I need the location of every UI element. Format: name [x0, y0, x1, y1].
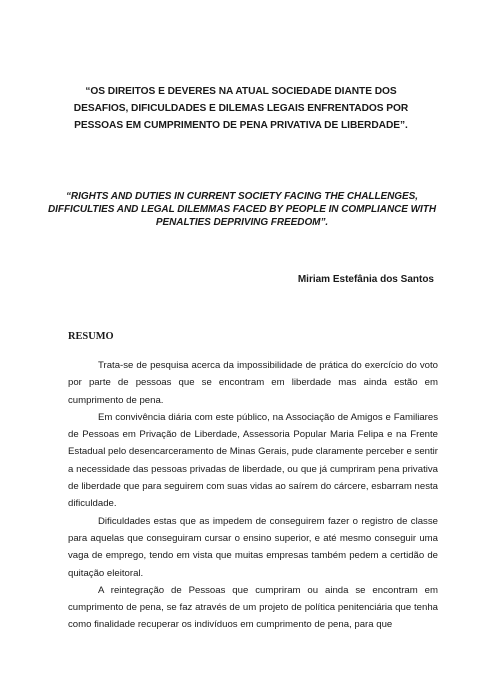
title-portuguese: “OS DIREITOS E DEVERES NA ATUAL SOCIEDADE DIANTE DOS DESAFIOS, DIFICULDADES E DILEMAS LEGAIS ENFRENTADOS POR PESSOAS EM CUMPRIMENTO DE PENA PRIVATIVA DE LIBERDADE”. [73, 86, 409, 131]
title-english: “RIGHTS AND DUTIES IN CURRENT SOCIETY FACING THE CHALLENGES, DIFFICULTIES AND LEGAL DILEMMAS FACED BY PEOPLE IN COMPLIANCE WITH PENALTIES DEPRIVING FREEDOM”. [47, 191, 436, 228]
abstract-paragraph-4: A reintegração de Pessoas que cumpriram ou ainda se encontram em cumprimento de pena, se faz através de um projeto de política penitenciária que tenha como finalidade recuperar os indivíduos em cumprimento de pena, para que [68, 584, 438, 631]
abstract-paragraph-1: Trata-se de pesquisa acerca da impossibilidade de prática do exercício do voto por parte de pessoas que se encontram em liberdade mas ainda estão em cumprimento de pena. [68, 360, 438, 406]
abstract-paragraph-3: Dificuldades estas que as impedem de conseguirem fazer o registro de classe para aquelas que conseguiram cursar o ensino superior, e até mesmo conseguir uma vaga de emprego, tendo em vista que muitas empresas também pedem a certidão de quitação eleitoral. [68, 515, 438, 579]
abstract-paragraph-2: Em convivência diária com este público, na Associação de Amigos e Familiares de Pessoas em Privação de Liberdade, Assessoria Popular Maria Felipa e na Frente Estadual pelo desencarceramento de Minas Gerais, pude claramente perceber e sentir a necessidade das pessoas privadas de liberdade, ou que já cumpriram pena privativa de liberdade que para seguirem com suas vidas ao saírem do cárcere, esbarram nesta dificuldade. [68, 411, 438, 510]
author-name: Miriam Estefânia dos Santos [297, 274, 434, 285]
abstract-heading: RESUMO [68, 331, 114, 342]
abstract-body [68, 357, 438, 634]
